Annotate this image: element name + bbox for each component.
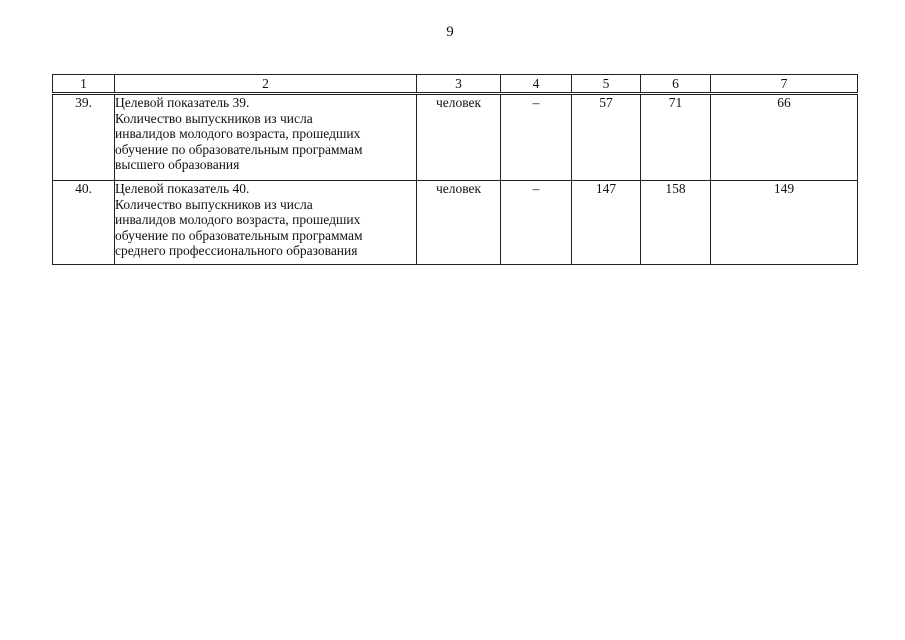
indicator-desc-line: высшего образования [115, 157, 240, 172]
indicator-title: Целевой показатель 39. [115, 95, 250, 110]
row-number: 39. [53, 94, 115, 181]
header-col-3: 3 [417, 75, 501, 94]
header-col-6: 6 [641, 75, 711, 94]
page-number: 9 [446, 24, 454, 40]
value-col-6: 158 [641, 181, 711, 265]
unit-cell: человек [417, 94, 501, 181]
value-col-6: 71 [641, 94, 711, 181]
value-col-5: 57 [572, 94, 641, 181]
unit-cell: человек [417, 181, 501, 265]
value-col-4: – [501, 181, 572, 265]
indicator-desc-line: Количество выпускников из числа [115, 110, 313, 126]
indicators-table [52, 74, 858, 265]
indicator-description [115, 94, 417, 181]
table-row [53, 181, 858, 265]
indicator-desc-line: среднего профессионального образования [115, 243, 358, 258]
header-col-7: 7 [711, 75, 858, 94]
header-col-1: 1 [53, 75, 115, 94]
indicator-desc-line: обучение по образовательным программам [115, 227, 363, 243]
table-header-row [53, 75, 858, 94]
row-number: 40. [53, 181, 115, 265]
value-col-5: 147 [572, 181, 641, 265]
value-col-7: 66 [711, 94, 858, 181]
indicator-desc-line: Количество выпускников из числа [115, 196, 313, 212]
value-col-7: 149 [711, 181, 858, 265]
indicator-desc-line: инвалидов молодого возраста, прошедших [115, 212, 361, 227]
indicator-desc-line: обучение по образовательным программам [115, 141, 363, 157]
indicator-description [115, 181, 417, 265]
header-col-5: 5 [572, 75, 641, 94]
indicator-title: Целевой показатель 40. [115, 181, 250, 196]
table-row [53, 94, 858, 181]
value-col-4: – [501, 94, 572, 181]
indicator-desc-line: инвалидов молодого возраста, прошедших [115, 126, 361, 141]
header-col-2: 2 [115, 75, 417, 94]
header-col-4: 4 [501, 75, 572, 94]
